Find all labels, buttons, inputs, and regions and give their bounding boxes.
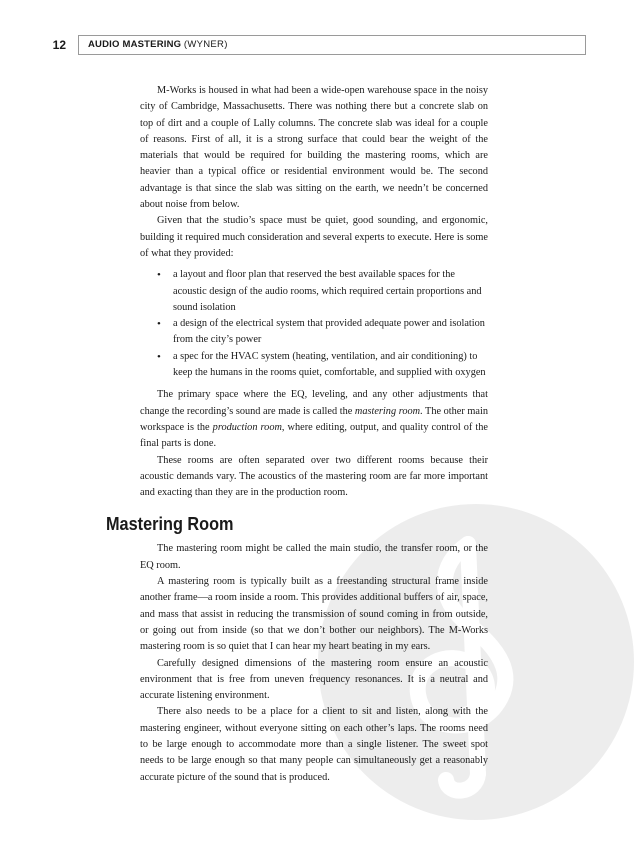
term-production-room: production room xyxy=(212,421,282,433)
paragraph-room-inside-room: A mastering room is typically built as a freestanding structural frame inside another frame—a room inside a room. This provides additional buffers of air, space, and mass that assist in reducing the transmission of sound coming in from outside, or going out from inside (so that we don’t bother our neighbors). The M-Works mastering room is so quiet that I can hear my heart beating in my ears. xyxy=(140,576,488,653)
book-author: (WYNER) xyxy=(183,39,228,50)
text-run: , where editing, output, and quality control of the final parts is done. xyxy=(140,421,488,450)
page-content xyxy=(106,83,488,786)
list-item xyxy=(140,267,488,316)
paragraph-dimensions: Carefully designed dimensions of the mastering room ensure an acoustic environment that is free from uneven frequency resonances. It is a neutral and accurate listening environment. xyxy=(140,657,488,702)
running-head xyxy=(0,35,640,57)
book-title: AUDIO MASTERING xyxy=(88,39,182,50)
paragraph-studio-requirements: Given that the studio’s space must be quiet, good sounding, and ergonomic, building it required much consideration and several experts to execute. Here is some of what they provided: xyxy=(140,215,488,259)
paragraph-mastering-room-names: The mastering room might be called the main studio, the transfer room, or the EQ room. xyxy=(140,543,488,571)
text-run: . The other main workspace is the xyxy=(140,405,488,433)
paragraph-client-space: There also needs to be a place for a client to sit and listen, along with the mastering engineer, without everyone sitting on each other’s laps. The rooms need to be large enough to accommodate more than a single listener. The sweet spot needs to be large enough so that many people can simultaneously get a reasonably accurate picture of the sound that is produced. xyxy=(140,706,488,783)
text-run: The primary space where the EQ, leveling, and any other adjustments that change the recording’s sound are made is called the xyxy=(140,389,488,417)
list-item-text: a layout and floor plan that reserved the best available spaces for the acoustic design of the audio rooms, which required certain proportions and sound isolation xyxy=(173,269,482,313)
running-head-box xyxy=(78,35,586,55)
list-item xyxy=(140,349,488,382)
term-mastering-room: mastering room xyxy=(354,405,421,417)
bullet-dot-icon: • xyxy=(157,318,161,331)
bullet-dot-icon: • xyxy=(157,269,161,282)
paragraph-mworks-housing: M-Works is housed in what had been a wide-open warehouse space in the noisy city of Cambridge, Massachusetts. There was nothing there but a concrete slab on top of dirt and a couple of Lally columns. The concrete slab was ideal for a couple of reasons. First of all, it is a strong surface that could bear the weight of the materials that would be required for building the mastering rooms, which are heavier than a typical office or residential environment would be. The second advantage is that since the slab was sitting on the earth, we needn’t be concerned about noise from below. xyxy=(140,85,488,211)
bullet-dot-icon: • xyxy=(157,350,161,363)
list-item xyxy=(140,316,488,349)
paragraph-rooms-separated: These rooms are often separated over two different rooms because their acoustic demands vary. The acoustics of the mastering room are far more important and exacting than they are in the production room. xyxy=(140,454,488,499)
paragraph-primary-space xyxy=(140,387,488,452)
section-heading: Mastering Room xyxy=(106,513,234,535)
list-item-text: a design of the electrical system that provided adequate power and isolation from the city’s power xyxy=(173,318,485,346)
page-number: 12 xyxy=(52,38,66,52)
list-item-text: a spec for the HVAC system (heating, ventilation, and air conditioning) to keep the humans in the rooms quiet, comfortable, and supplied with oxygen xyxy=(173,350,486,379)
experts-list xyxy=(140,267,488,381)
